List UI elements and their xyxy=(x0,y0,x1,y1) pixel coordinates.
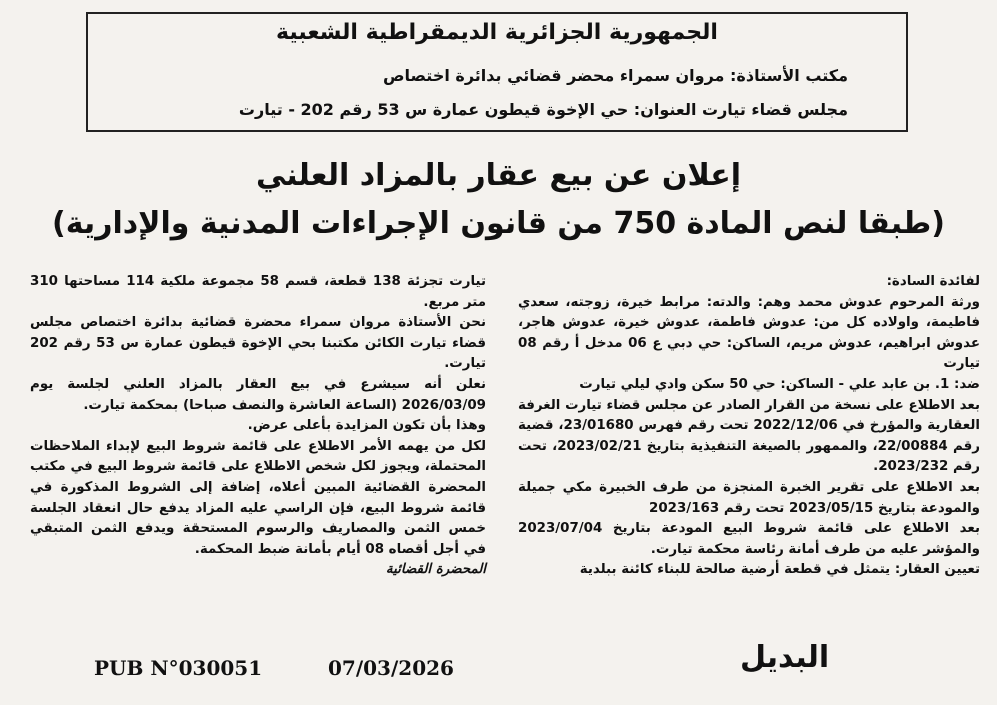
paragraph: بعد الاطلاع على تقرير الخبرة المنجزة من طرف الخبيرة مكي جميلة والمودعة بتاريخ 2023/05/15 تحت رقم 2023/163 xyxy=(518,479,980,516)
paragraph: بعد الاطلاع على قائمة شروط البيع المودعة بتاريخ 2023/07/04 والمؤشر عليه من طرف أمانة رئاسة محكمة تيارت. xyxy=(518,521,980,557)
pub-number: PUB N°030051 xyxy=(94,656,263,680)
address-line: مجلس قضاء تيارت العنوان: حي الإخوة قيطون عمارة س 53 رقم 202 - تيارت xyxy=(238,100,848,119)
paragraph: ضد: 1. بن عابد علي - الساكن: حي 50 سكن وادي ليلي تيارت xyxy=(579,376,980,392)
paragraph: ورثة المرحوم عدوش محمد وهم: والدته: مرابط خيرة، زوجته، سعدي فاطيمة، واولاده كل من: عدوش فاطمة، عدوش خيرة، عدوش هاجر، عدوش ابراهيم، عدوش مريم، الساكن: حي دبي ع 06 مدخل أ رقم 08 تيارت xyxy=(518,294,981,372)
paragraph: نحن الأستاذة مروان سمراء محضرة قضائية بدائرة اختصاص مجلس قضاء تيارت الكائن مكتبنا بحي الإخوة قيطون عمارة س 53 رقم 202 تيارت. xyxy=(30,315,486,372)
notice-subtitle: (طبقا لنص المادة 750 من قانون الإجراءات المدنية والإدارية) xyxy=(52,206,945,241)
left-column xyxy=(30,272,486,581)
newspaper-logo: البديل xyxy=(740,640,830,675)
office-line: مكتب الأستاذة: مروان سمراء محضر قضائي بدائرة اختصاص xyxy=(382,66,848,85)
right-column xyxy=(518,272,980,581)
paragraph: تعيين العقار: يتمثل في قطعة أرضية صالحة للبناء كائنة ببلدية xyxy=(579,562,980,578)
paragraph: تيارت تجزئة 138 قطعة، قسم 58 مجموعة ملكية 114 مساحتها 310 متر مربع. xyxy=(30,274,486,310)
paragraph: لكل من يهمه الأمر الاطلاع على قائمة شروط البيع لإبداء الملاحظات المحتملة، ويجوز لكل شخص الاطلاع على قائمة شروط البيع في مكتب المحضرة القضائية المبين أعلاه، إضافة إلى الشروط المذكورة في قائمة شروط البيع، فإن الراسي عليه المزاد يدفع حال انعقاد الجلسة خمس الثمن والمصاريف والرسوم المستحقة ويدفع الثمن المتبقي في أجل أقصاه 08 أيام بأمانة ضبط المحكمة. xyxy=(30,438,486,557)
paragraph: بعد الاطلاع على نسخة من القرار الصادر عن مجلس قضاء تيارت الغرفة العقارية والمؤرخ في 2022/12/06 تحت رقم فهرس 23/01680، قضية رقم 22/00884، والممهور بالصيغة التنفيذية بتاريخ 2023/02/21، تحت رقم 2023/232. xyxy=(518,397,981,475)
signature-line: المحضرة القضائية xyxy=(385,562,486,578)
header-box xyxy=(86,12,908,132)
paragraph: نعلن أنه سيشرع في بيع العقار بالمزاد العلني لجلسة يوم 2026/03/09 (الساعة العاشرة والنصف صباحا) بمحكمة تيارت. xyxy=(30,376,486,413)
pub-date: 07/03/2026 xyxy=(328,656,454,680)
paragraph: لفائدة السادة: xyxy=(886,274,980,289)
republic-heading: الجمهورية الجزائرية الديمقراطية الشعبية xyxy=(276,20,718,45)
notice-title: إعلان عن بيع عقار بالمزاد العلني xyxy=(255,158,742,193)
paragraph: وهذا بأن تكون المزايدة بأعلى عرض. xyxy=(247,418,486,434)
